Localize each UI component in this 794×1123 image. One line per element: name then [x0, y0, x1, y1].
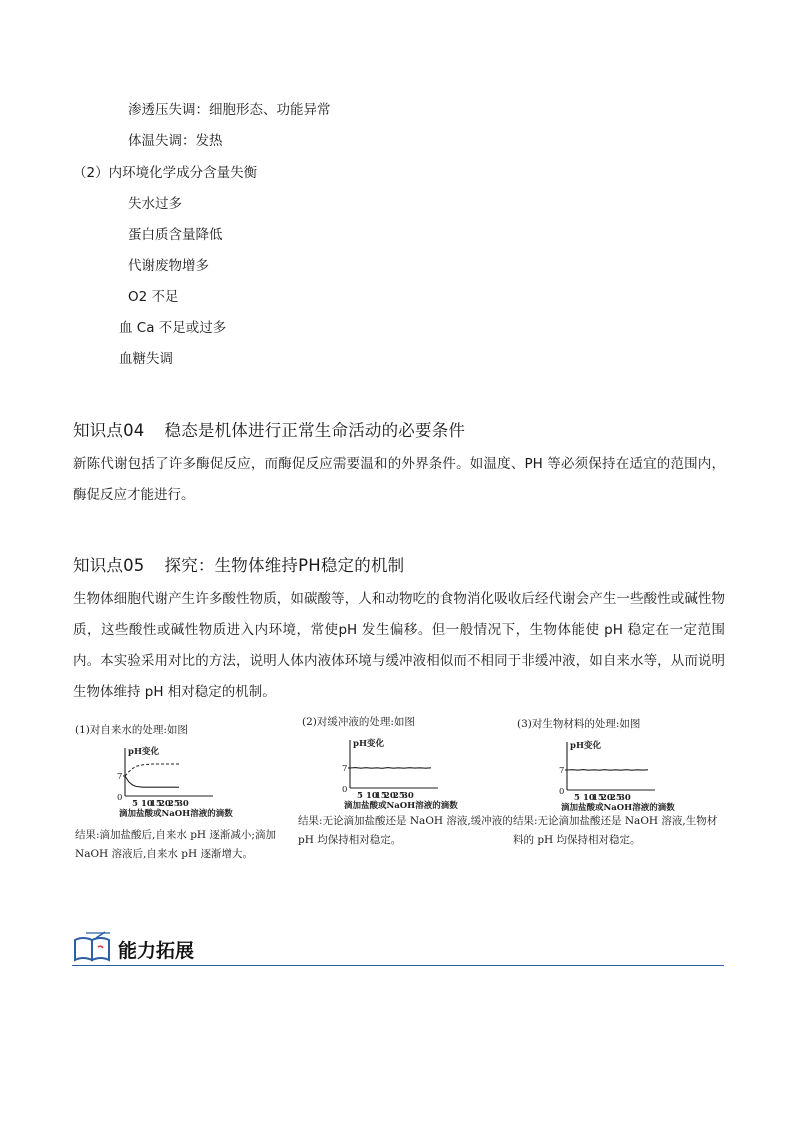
kp04-paragraph: 新陈代谢包括了许多酶促反应，而酶促反应需要温和的外界条件。如温度、PH 等必须保持在适宜的范围内，酶促反应才能进行。	[73, 456, 725, 503]
panel-result: 结果:滴加盐酸后,自来水 pH 逐渐减小;滴加NaOH 溶液后,自来水 pH 逐渐增大。	[75, 829, 276, 860]
section-divider	[72, 965, 724, 966]
x-tick-label: 30	[619, 793, 631, 803]
series-line	[567, 770, 648, 771]
panel-title: (1)对自来水的处理:如图	[75, 724, 188, 736]
y-tick-label: 7	[117, 772, 123, 782]
kp04-title: 稳态是机体进行正常生命活动的必要条件	[164, 421, 466, 440]
x-axis-label: 滴加盐酸或NaOH溶液的滴数	[561, 803, 675, 813]
x-tick-label: 25	[610, 793, 622, 803]
list-item-temperature: 体温失调：发热	[128, 133, 223, 149]
x-tick-label: 25	[168, 799, 180, 809]
origin-label: 0	[559, 787, 565, 797]
kp04-number: 知识点04	[73, 421, 145, 440]
section-title: 能力拓展	[118, 940, 195, 962]
list-item-chem: 血 Ca 不足或过多	[119, 320, 227, 336]
x-tick-label: 30	[402, 791, 414, 801]
experiment-panel-buffer	[298, 714, 523, 864]
list-item-chem: 代谢废物增多	[128, 258, 209, 274]
x-tick-label: 5	[132, 799, 138, 809]
ph-chart-biomaterial	[557, 738, 737, 813]
y-tick-label: 7	[559, 766, 565, 776]
kp05-heading	[73, 552, 404, 576]
x-axis-label: 滴加盐酸或NaOH溶液的滴数	[344, 801, 458, 811]
series-line	[125, 764, 179, 776]
x-tick-label: 30	[177, 799, 189, 809]
kp05-number: 知识点05	[73, 556, 145, 575]
section-header-ability	[72, 928, 724, 968]
list-item-osmotic: 渗透压失调：细胞形态、功能异常	[128, 102, 331, 118]
experiment-panel-biomaterial	[513, 716, 728, 866]
y-tick-label: 7	[342, 764, 348, 774]
x-tick-label: 20	[159, 799, 171, 809]
series-line	[125, 776, 179, 787]
x-tick-label: 15	[375, 791, 387, 801]
panel-title: (2)对缓冲液的处理:如图	[302, 716, 415, 728]
ph-chart-tapwater	[115, 744, 295, 819]
kp05-title: 探究：生物体维持PH稳定的机制	[164, 556, 405, 575]
series-line	[350, 768, 431, 769]
x-tick-label: 15	[150, 799, 162, 809]
x-tick-label: 25	[393, 791, 405, 801]
panel-result: 结果:无论滴加盐酸还是 NaOH 溶液,生物材料的 pH 均保持相对稳定。	[513, 815, 718, 846]
list-item-chem: 蛋白质含量降低	[128, 227, 223, 243]
x-tick-label: 5	[574, 793, 580, 803]
x-tick-label: 10	[583, 793, 595, 803]
panel-title: (3)对生物材料的处理:如图	[517, 718, 641, 730]
ph-chart-buffer	[340, 736, 520, 811]
list-item-chem: O2 不足	[128, 289, 179, 305]
x-tick-label: 15	[592, 793, 604, 803]
x-tick-label: 20	[601, 793, 613, 803]
list-item-chem: 血糖失调	[119, 351, 173, 367]
x-tick-label: 10	[141, 799, 153, 809]
kp05-paragraph: 生物体细胞代谢产生许多酸性物质，如碳酸等，人和动物吃的食物消化吸收后经代谢会产生一些酸性或碱性物质，这些酸性或碱性物质进入内环境，常使pH 发生偏移。但一般情况下，生物体能使 pH 稳定在一定范围内。本实验采用对比的方法，说明人体内液体环境与缓冲液相似而不相同于非缓冲液，如自来水等，从而说明生物体维持 pH 相对稳定的机制。	[73, 591, 725, 700]
experiment-panel-tapwater	[75, 722, 300, 872]
open-book-icon	[72, 930, 114, 964]
panel-result: 结果:无论滴加盐酸还是 NaOH 溶液,缓冲液的 pH 均保持相对稳定。	[298, 815, 513, 846]
y-axis-label: pH变化	[353, 739, 384, 749]
x-tick-label: 5	[357, 791, 363, 801]
origin-label: 0	[117, 793, 123, 803]
x-axis-label: 滴加盐酸或NaOH溶液的滴数	[119, 809, 233, 819]
list-item-chem: 失水过多	[128, 196, 182, 212]
y-axis-label: pH变化	[570, 741, 601, 751]
x-tick-label: 20	[384, 791, 396, 801]
origin-label: 0	[342, 785, 348, 795]
kp04-heading	[73, 417, 465, 441]
y-axis-label: pH变化	[128, 747, 159, 757]
x-tick-label: 10	[366, 791, 378, 801]
sub-heading-chemical: （2）内环境化学成分含量失衡	[73, 165, 258, 181]
